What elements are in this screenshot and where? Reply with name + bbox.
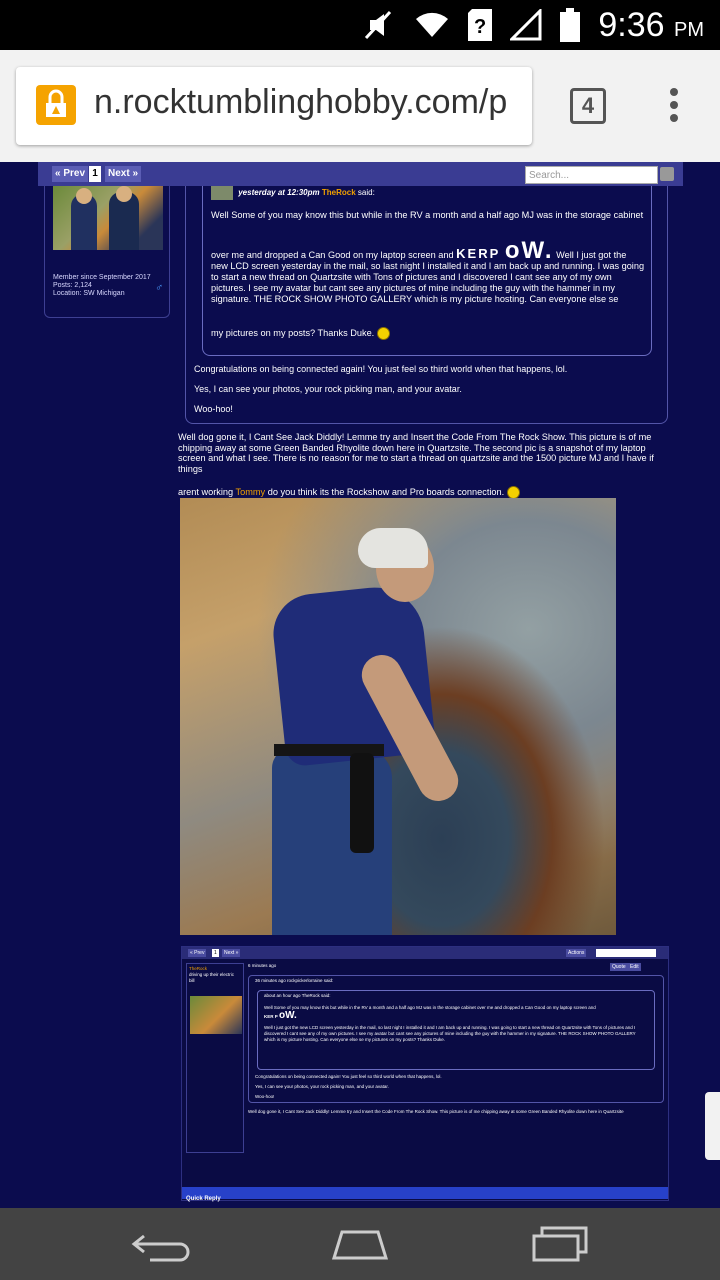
- post-container: [185, 186, 668, 424]
- member-location: Location: SW Michigan: [53, 290, 125, 297]
- address-bar[interactable]: [16, 67, 532, 145]
- wifi-icon: [414, 11, 450, 39]
- tab-switcher-button[interactable]: 4: [570, 88, 606, 124]
- member-info: [53, 274, 151, 298]
- mute-icon: [362, 8, 396, 42]
- back-icon[interactable]: [130, 1224, 190, 1264]
- svg-text:?: ?: [474, 16, 487, 38]
- screenshot-quote: 36 minutes ago rockpickerlorraine said: about an hour ago TheRock said: Well Some of you may know this but while in the RV a month and a half ago MJ was in the storage cabinet over me and dropped a Can Good on my laptop screen and KER P oW. Well I just got the new LCD screen yesterday in the mail, so last night I installed it and I am back up and running. I was going to start a new thread on Quartzsite with Tons of pictures and I discovered I cant see any of my own pictures. I see my avatar but cant see any pictures of mine including the guy with the hammer in my signature. THE ROCK SHOW PHOTO GALLERY which is my picture hosting. Can everyone else se my pictures on my posts? Thanks Duke. Congratulations on being connected again! You just feel so third world when that happens, lol. Yes, I can see your photos, your rock picking man, and your avatar. Woo-hoo!: [248, 975, 664, 1103]
- male-gender-icon: ♂: [155, 282, 164, 294]
- quote-author-link[interactable]: TheRock: [321, 188, 356, 198]
- quote-text: Well Some of you may know this but while in the RV a month and a half ago MJ was in the storage cabinet over me and dropped a Can Good on my laptop screen and KERP oW. Well I just got the new LCD screen yesterday in the mail, so last night I installed it and I am back up and running. I was going to start a new thread on Quartzsite with Tons of pictures and I discovered I cant see any of my own pictures. I see my avatar but cant see any pictures of mine including the guy with the hammer in my signature. THE ROCK SHOW PHOTO GALLERY which is my picture hosting. Can everyone else se my pictures on my posts? Thanks Duke.: [211, 210, 645, 340]
- kerpow-text: KERP oW.: [456, 237, 554, 264]
- nested-quote: [202, 186, 652, 356]
- reply-text: Congratulations on being connected again! You just feel so third world when that happens, lol. Yes, I can see your photos, your rock picking man, and your avatar. Woo-hoo!: [194, 364, 568, 414]
- page-number-current[interactable]: 1: [89, 166, 101, 182]
- quote-avatar: [211, 186, 233, 200]
- home-icon[interactable]: [330, 1224, 390, 1264]
- pagination-bar: [38, 162, 683, 186]
- status-bar: [0, 0, 720, 50]
- web-page: [0, 162, 720, 1208]
- status-icons: [362, 0, 704, 50]
- member-sidebar: [44, 186, 170, 318]
- post-body: Well dog gone it, I Cant See Jack Diddly! Lemme try and Insert the Code From The Rock Show. This picture is of me chipping away at some Green Banded Rhyolite down here in Quartzsite. The second pic is a snapshot of my laptop screen and what I see. There is no reason for me to start a thread on quartzsite and the 1500 picture MJ and I have if things arent working Tommy do you think its the Rockshow and Pro boards connection.: [178, 432, 670, 499]
- browser-toolbar: [0, 50, 720, 162]
- prev-page-button[interactable]: « Prev: [52, 166, 88, 182]
- navigation-bar: [0, 1208, 720, 1280]
- quote-header: yesterday at 12:30pm TheRock said:: [211, 186, 375, 200]
- member-posts: Posts: 2,124: [53, 282, 92, 289]
- lock-warning-icon[interactable]: [36, 85, 76, 125]
- quick-reply-bar[interactable]: Quick Reply: [182, 1187, 668, 1199]
- search-icon[interactable]: [660, 167, 674, 181]
- post-screenshot[interactable]: « Prev 1 Next » Actions TheRock driving up their electric bill 6 minutes ago Quote Edit 36 minutes ago rockpickerlorraine said: about an hour ago TheRock said: Well Some of you may know this but while in the RV a month and a half ago MJ was in the storage cabinet over me and dropped a Can Good on my laptop screen and KER P oW. Well I just got the new LCD screen yesterday in the mail, so last night I installed it and I am back up and running. I was going to start a new thread on Quartzsite with Tons of pictures and I discovered I cant see any of my own pictures. I see my avatar but cant see any pictures of mine including the guy with the hammer in my signature. THE ROCK SHOW PHOTO GALLERY which is my picture hosting. Can everyone else se my pictures on my posts? Thanks Duke. Congratulations on being connected again! You just feel so third world when that happens, lol. Yes, I can see your photos, your rock picking man, and your avatar. Woo-hoo! Well dog gone it, I Cant See Jack Diddly! Lemme try and Insert the Code From The Rock Show. This picture is of me chipping away at some Green Banded Rhyolite down here in Quartzsite Quick Reply: [181, 946, 669, 1201]
- screenshot-sidebar: TheRock driving up their electric bill: [186, 963, 244, 1153]
- clock: 9:36 PM: [598, 5, 704, 44]
- search-input[interactable]: Search...: [525, 166, 658, 184]
- avatar[interactable]: [53, 186, 163, 250]
- signal-icon: [510, 9, 542, 41]
- overflow-menu-icon[interactable]: [664, 88, 684, 128]
- recents-icon[interactable]: [530, 1224, 590, 1264]
- battery-icon: [560, 8, 580, 42]
- sim-unknown-icon: [468, 9, 492, 41]
- next-page-button[interactable]: Next »: [105, 166, 141, 182]
- post-photo[interactable]: [180, 498, 616, 935]
- member-since: Member since September 2017: [53, 274, 151, 281]
- mention-link[interactable]: Tommy: [235, 486, 266, 497]
- screenshot-pagination: « Prev 1 Next » Actions: [182, 947, 668, 959]
- url-text[interactable]: n.rocktumblinghobby.com/p: [94, 83, 508, 121]
- smiley-icon: [377, 327, 390, 340]
- scroll-handle[interactable]: [705, 1092, 720, 1160]
